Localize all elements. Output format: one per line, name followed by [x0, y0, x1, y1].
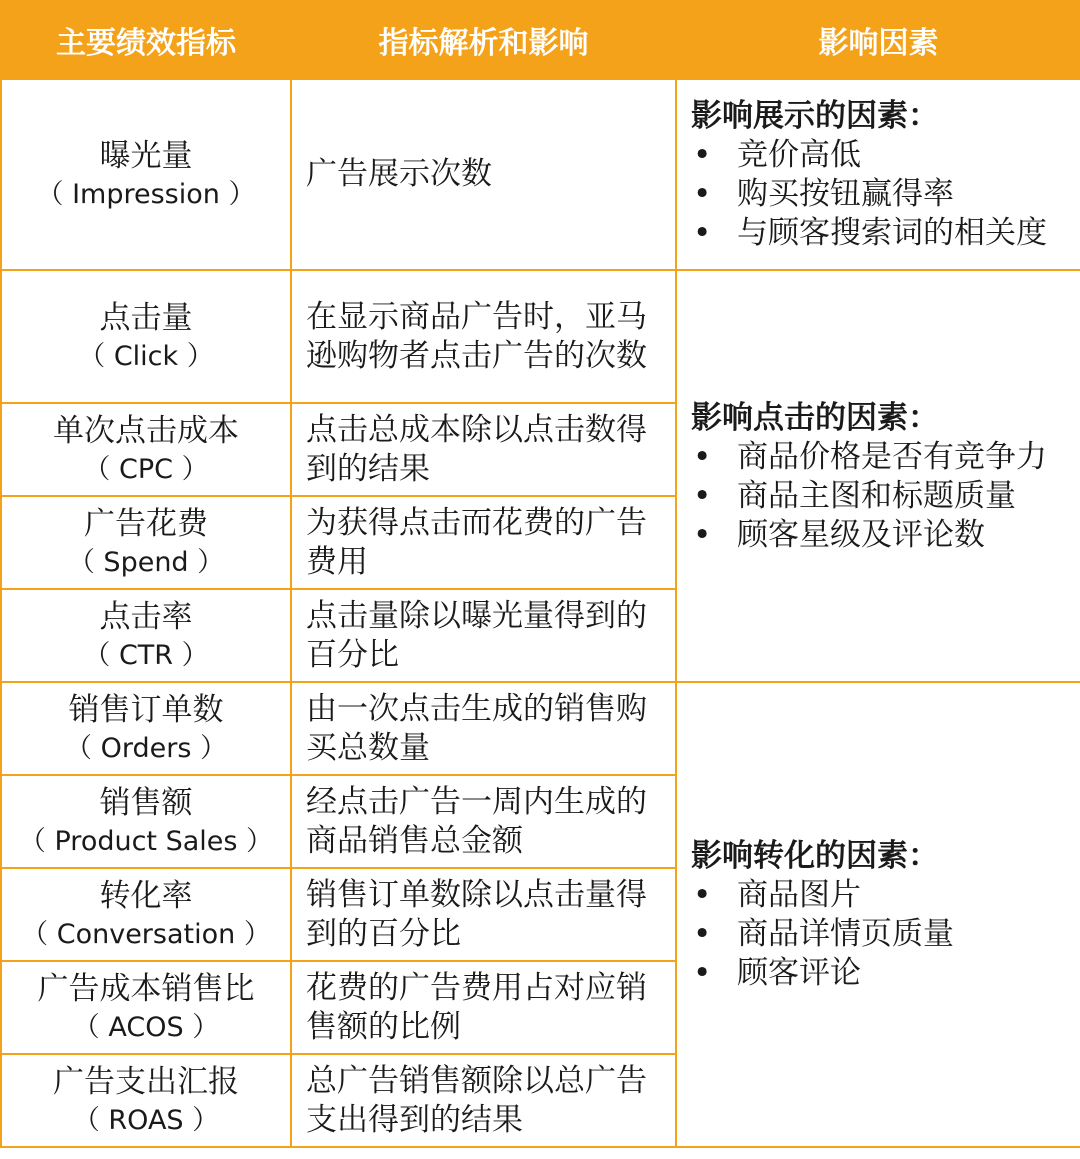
description-cell: 点击总成本除以点击数得到的结果: [291, 403, 676, 496]
metric-en: （ Conversation ）: [21, 918, 271, 950]
metric-en: （ Orders ）: [65, 732, 227, 764]
header-metric: 主要绩效指标: [1, 1, 291, 79]
metric-name: 销售订单数: [68, 691, 224, 728]
factor-list: [691, 876, 1074, 993]
metric-name: 广告支出汇报: [53, 1063, 239, 1100]
factor-item: • 顾客星级及评论数: [691, 516, 1074, 555]
description-cell: 在显示商品广告时，亚马逊购物者点击广告的次数: [291, 270, 676, 403]
header-row: [1, 1, 1080, 79]
description-cell: 为获得点击而花费的广告费用: [291, 496, 676, 589]
metric-en: （ ACOS ）: [72, 1011, 220, 1043]
metric-en: （ ROAS ）: [72, 1104, 220, 1136]
metric-en: （ Spend ）: [67, 546, 225, 578]
description-cell: 广告展示次数: [291, 79, 676, 270]
factor-item: • 顾客评论: [691, 954, 1074, 993]
metric-en: （ Click ）: [78, 340, 214, 372]
table-row: [1, 270, 1080, 403]
factor-cell-display: [676, 79, 1080, 270]
factor-list: [691, 438, 1074, 555]
metric-cell: [1, 270, 291, 403]
metric-cell: [1, 79, 291, 270]
metric-cell: [1, 589, 291, 682]
factor-item: • 商品图片: [691, 876, 1074, 915]
factor-item: • 商品价格是否有竞争力: [691, 438, 1074, 477]
description-cell: 点击量除以曝光量得到的百分比: [291, 589, 676, 682]
factor-item: • 竞价高低: [691, 136, 1074, 175]
metric-en: （ CPC ）: [83, 453, 209, 485]
metric-name: 广告花费: [84, 505, 208, 542]
metric-en: （ Product Sales ）: [18, 825, 274, 857]
factor-item: • 与顾客搜索词的相关度: [691, 214, 1074, 253]
header-factors: 影响因素: [676, 1, 1080, 79]
factor-title: 影响转化的因素：: [691, 838, 939, 874]
metric-name: 广告成本销售比: [37, 970, 255, 1007]
description-cell: 经点击广告一周内生成的商品销售总金额: [291, 775, 676, 868]
description-cell: 销售订单数除以点击量得到的百分比: [291, 868, 676, 961]
metric-en: （ Impression ）: [36, 178, 256, 210]
table-row: [1, 682, 1080, 775]
metric-name: 点击率: [99, 598, 193, 635]
metric-name: 转化率: [99, 877, 193, 914]
metric-name: 点击量: [99, 299, 193, 336]
factor-title: 影响展示的因素：: [691, 98, 939, 134]
factor-list: [691, 136, 1074, 253]
metric-cell: [1, 403, 291, 496]
metric-en: （ CTR ）: [83, 639, 209, 671]
factor-title: 影响点击的因素：: [691, 399, 939, 436]
description-cell: 由一次点击生成的销售购买总数量: [291, 682, 676, 775]
factor-cell-click: [676, 270, 1080, 682]
metric-cell: [1, 496, 291, 589]
factor-item: • 商品详情页质量: [691, 915, 1074, 954]
factor-item: • 商品主图和标题质量: [691, 477, 1074, 516]
metric-name: 曝光量: [99, 137, 193, 174]
factor-item: • 购买按钮赢得率: [691, 175, 1074, 214]
factor-cell-conversion: [676, 682, 1080, 1147]
metric-name: 销售额: [99, 784, 193, 821]
description-cell: 花费的广告费用占对应销售额的比例: [291, 961, 676, 1054]
header-description: 指标解析和影响: [291, 1, 676, 79]
table-row: [1, 79, 1080, 270]
metric-cell: [1, 961, 291, 1054]
description-cell: 总广告销售额除以总广告支出得到的结果: [291, 1054, 676, 1147]
metric-cell: [1, 868, 291, 961]
metric-cell: [1, 1054, 291, 1147]
metric-name: 单次点击成本: [53, 412, 239, 449]
metric-cell: [1, 775, 291, 868]
metric-cell: [1, 682, 291, 775]
